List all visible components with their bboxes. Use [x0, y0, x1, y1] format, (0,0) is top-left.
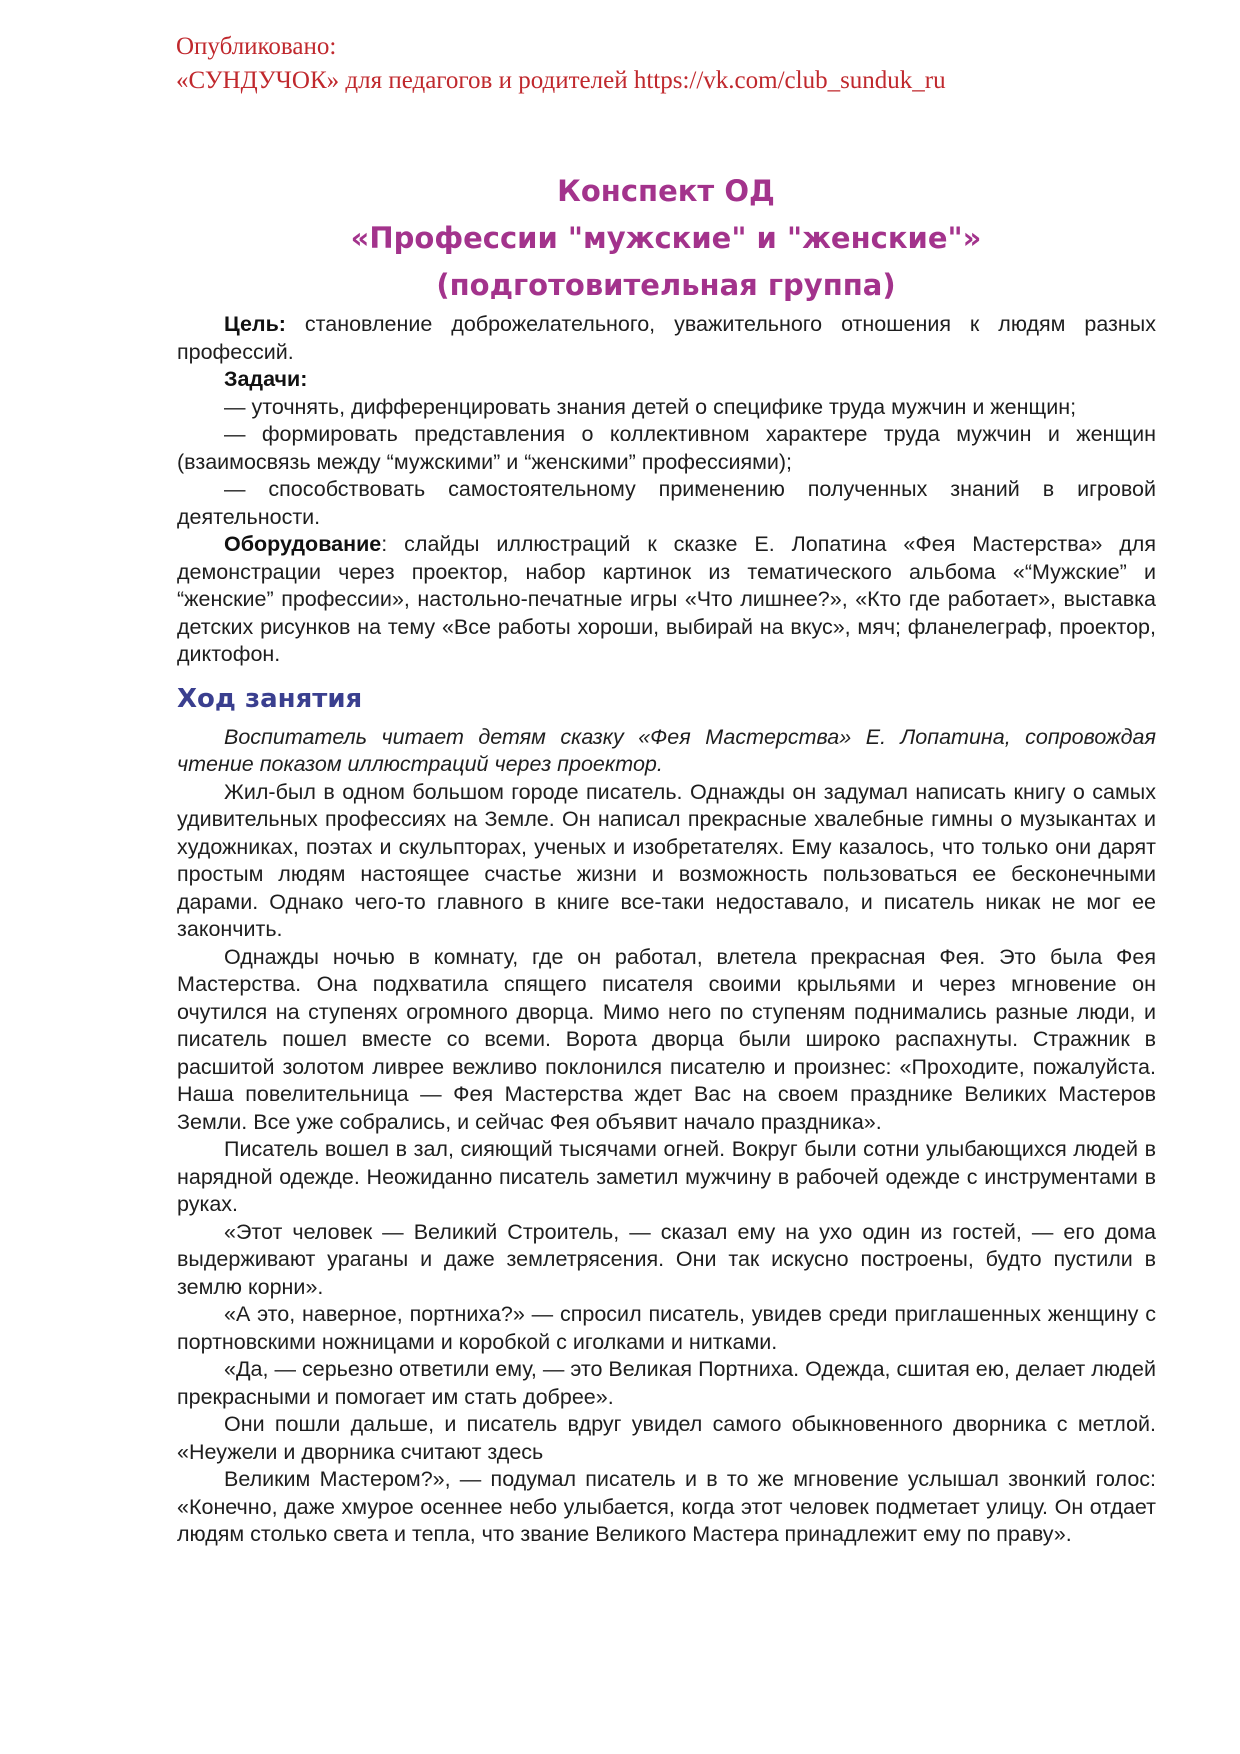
header-source-line: «СУНДУЧОК» для педагогов и родителей https://vk.com/club_sunduk_ru — [176, 67, 946, 94]
story-paragraph: Писатель вошел в зал, сияющий тысячами огней. Вокруг были сотни улыбающихся людей в нарядной одежде. Неожиданно писатель заметил мужчину в рабочей одежде с инструментами в руках. — [177, 1137, 1156, 1216]
task-item: — формировать представления о коллективном характере труда мужчин и женщин (взаимосвязь между “мужскими” и “женскими” профессиями); — [177, 422, 1156, 474]
task-item: — способствовать самостоятельному применению полученных знаний в игровой деятельности. — [177, 477, 1156, 529]
equipment-text: : слайды иллюстраций к сказке Е. Лопатина «Фея Мастерства» для демонстрации через проектор, набор картинок из тематического альбома «“Мужские” и “женские” профессии», настольно-печатные игры «Что лишнее?», «Кто где работает», выставка детских рисунков на тему «Все работы хороши, выбирай на вкус», мяч; фланелеграф, проектор, диктофон. — [177, 532, 1156, 666]
story-paragraph: Однажды ночью в комнату, где он работал, влетела прекрасная Фея. Это была Фея Мастерства. Она подхватила спящего писателя своими крыльями и через мгновение он очутился на ступенях огромного дворца. Мимо него по ступеням поднимались разные люди, и писатель пошел вместе со всеми. Ворота дворца были широко распахнуты. Стражник в расшитой золотом ливрее вежливо поклонился писателю и произнес: «Проходите, пожалуйста. Наша повелительница — Фея Мастерства ждет Вас на своем празднике Великих Мастеров Земли. Все уже собрались, и сейчас Фея объявит начало праздника». — [177, 944, 1156, 1134]
goal-text: становление доброжелательного, уважительного отношения к людям разных профессий. — [177, 312, 1156, 364]
section-intro: Воспитатель читает детям сказку «Фея Мастерства» Е. Лопатина, сопровождая чтение показом иллюстраций через проектор. — [177, 724, 1156, 776]
story-paragraph: Жил-был в одном большом городе писатель. Однажды он задумал написать книгу о самых удивительных профессиях на Земле. Он написал прекрасные хвалебные гимны о музыкантах и художниках, поэтах и скульпторах, ученых и изобретателях. Ему казалось, что только они дарят простым людям настоящее счастье жизни и возможность пользоваться ее бесконечными дарами. Однако чего-то главного в книге все-таки недоставало, и писатель никак не мог ее закончить. — [177, 779, 1156, 941]
equipment-paragraph — [177, 531, 1156, 669]
story-paragraph: «Да, — серьезно ответили ему, — это Великая Портниха. Одежда, сшитая ею, делает людей прекрасными и помогает им стать добрее». — [177, 1357, 1156, 1409]
goal-paragraph — [177, 311, 1156, 366]
goal-label: Цель: — [224, 312, 286, 336]
story-paragraph: «Этот человек — Великий Строитель, — сказал ему на ухо один из гостей, — его дома выдерживают ураганы и даже землетрясения. Они так искусно построены, будто пустили в землю корни». — [177, 1219, 1156, 1299]
title-line-3: (подготовительная группа) — [436, 268, 896, 302]
tasks-label: Задачи: — [224, 367, 308, 391]
story-paragraph: «А это, наверное, портниха?» — спросил писатель, увидев среди приглашенных женщину с портновскими ножницами и коробкой с иголками и нитками. — [177, 1302, 1156, 1354]
task-item: — уточнять, дифференцировать знания детей о специфике труда мужчин и женщин; — [224, 394, 1077, 419]
section-heading: Ход занятия — [177, 683, 363, 714]
document-body — [177, 311, 1156, 1549]
title-line-2: «Профессии "мужские" и "женские"» — [350, 221, 982, 255]
story-paragraph: Великим Мастером?», — подумал писатель и в то же мгновение услышал звонкий голос: «Конечно, даже хмурое осеннее небо улыбается, когда этот человек подметает улицу. Он отдает людям столько света и тепла, что звание Великого Мастера принадлежит ему по праву». — [177, 1467, 1156, 1546]
header-published-label: Опубликовано: — [176, 33, 337, 60]
publication-header — [176, 30, 1176, 98]
equipment-label: Оборудование — [224, 532, 382, 556]
document-title — [176, 168, 1156, 309]
story-paragraph: Они пошли дальше, и писатель вдруг увидел самого обыкновенного дворника с метлой. «Неужели и дворника считают здесь — [177, 1412, 1156, 1464]
tasks-label-paragraph — [177, 366, 1156, 394]
title-line-1: Конспект ОД — [557, 174, 775, 208]
